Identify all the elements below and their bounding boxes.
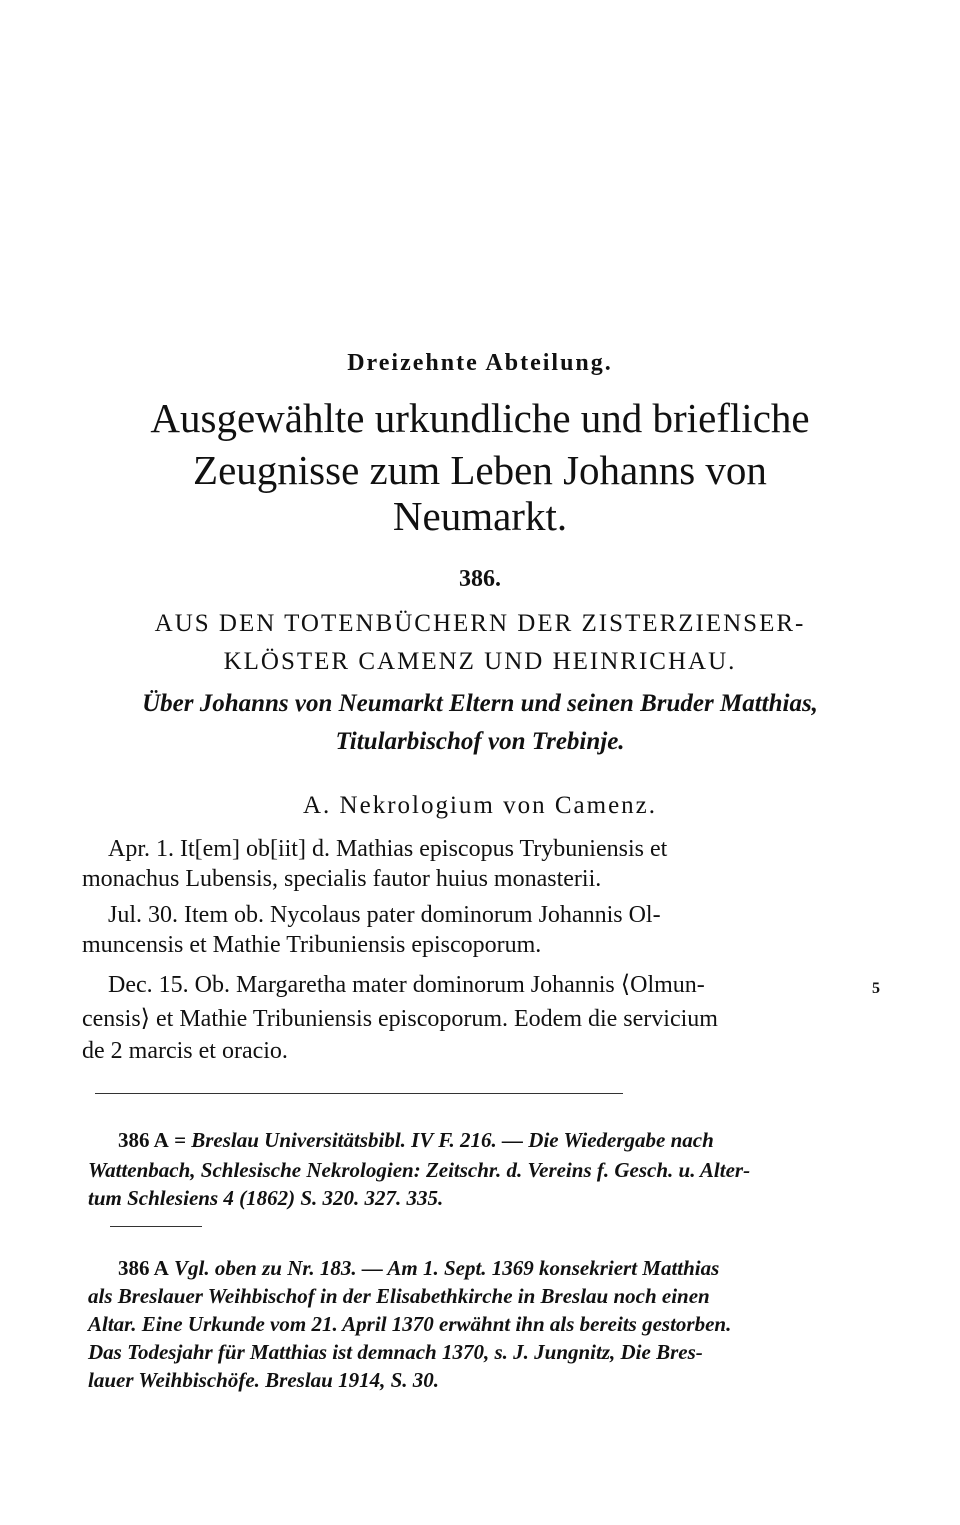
footnote-2-line-5: lauer Weihbischöfe. Breslau 1914, S. 30.: [88, 1368, 440, 1392]
section-heading-line-1: AUS DEN TOTENBÜCHERN DER ZISTERZIENSER-: [154, 610, 806, 637]
section-subtitle-line-2: Titularbischof von Trebinje.: [335, 728, 625, 755]
footnote-1-line-1: [118, 1128, 714, 1153]
footnote-1-line-2: Wattenbach, Schlesische Nekrologien: Zeitschr. d. Vereins f. Gesch. u. Alter-: [88, 1158, 751, 1182]
title-line-3: Neumarkt.: [392, 493, 568, 539]
entry-line-5: Dec. 15. Ob. Margaretha mater dominorum Johannis ⟨Olmun-: [108, 972, 705, 998]
margin-line-number: 5: [872, 980, 880, 997]
section-heading-line-2: KLÖSTER CAMENZ UND HEINRICHAU.: [223, 648, 737, 675]
title-line-2: Zeugnisse zum Leben Johanns von: [193, 447, 767, 493]
title-line-1: Ausgewählte urkundliche und briefliche: [150, 395, 810, 441]
footnote-1-line-3: tum Schlesiens 4 (1862) S. 320. 327. 335.: [88, 1186, 444, 1210]
entry-line-6: censis⟩ et Mathie Tribuniensis episcoporum. Eodem die servicium: [82, 1006, 718, 1032]
footnote-2-line-4: Das Todesjahr für Matthias ist demnach 1370, s. J. Jungnitz, Die Bres-: [88, 1340, 703, 1364]
footnote-2-line-1: [118, 1256, 719, 1281]
division-heading: Dreizehnte Abteilung.: [347, 350, 613, 376]
section-subtitle-line-1: Über Johanns von Neumarkt Eltern und seinen Bruder Matthias,: [142, 690, 818, 717]
footnote-2-text-1: Vgl. oben zu Nr. 183. — Am 1. Sept. 1369 konsekriert Matthias: [174, 1256, 720, 1280]
footnote-1-label: 386 A: [118, 1128, 169, 1152]
entry-line-3: Jul. 30. Item ob. Nycolaus pater dominorum Johannis Ol-: [108, 902, 661, 928]
footnote-divider: [110, 1226, 202, 1227]
section-number: 386.: [459, 566, 501, 592]
footnote-2-label: 386 A: [118, 1256, 169, 1280]
footnote-1-text-1: = Breslau Universitätsbibl. IV F. 216. — Die Wiedergabe nach: [174, 1128, 714, 1152]
entry-line-1: Apr. 1. It[em] ob[iit] d. Mathias episcopus Trybuniensis et: [108, 836, 668, 862]
entry-line-7: de 2 marcis et oracio.: [82, 1038, 288, 1064]
footnote-2-line-2: als Breslauer Weihbischof in der Elisabethkirche in Breslau noch einen: [88, 1284, 710, 1308]
part-heading: A. Nekrologium von Camenz.: [302, 792, 658, 819]
entry-line-2: monachus Lubensis, specialis fautor huius monasterii.: [82, 866, 602, 892]
footnote-separator: [95, 1093, 623, 1094]
footnote-2-line-3: Altar. Eine Urkunde vom 21. April 1370 erwähnt ihn als bereits gestorben.: [88, 1312, 732, 1336]
entry-line-4: muncensis et Mathie Tribuniensis episcoporum.: [82, 932, 542, 958]
